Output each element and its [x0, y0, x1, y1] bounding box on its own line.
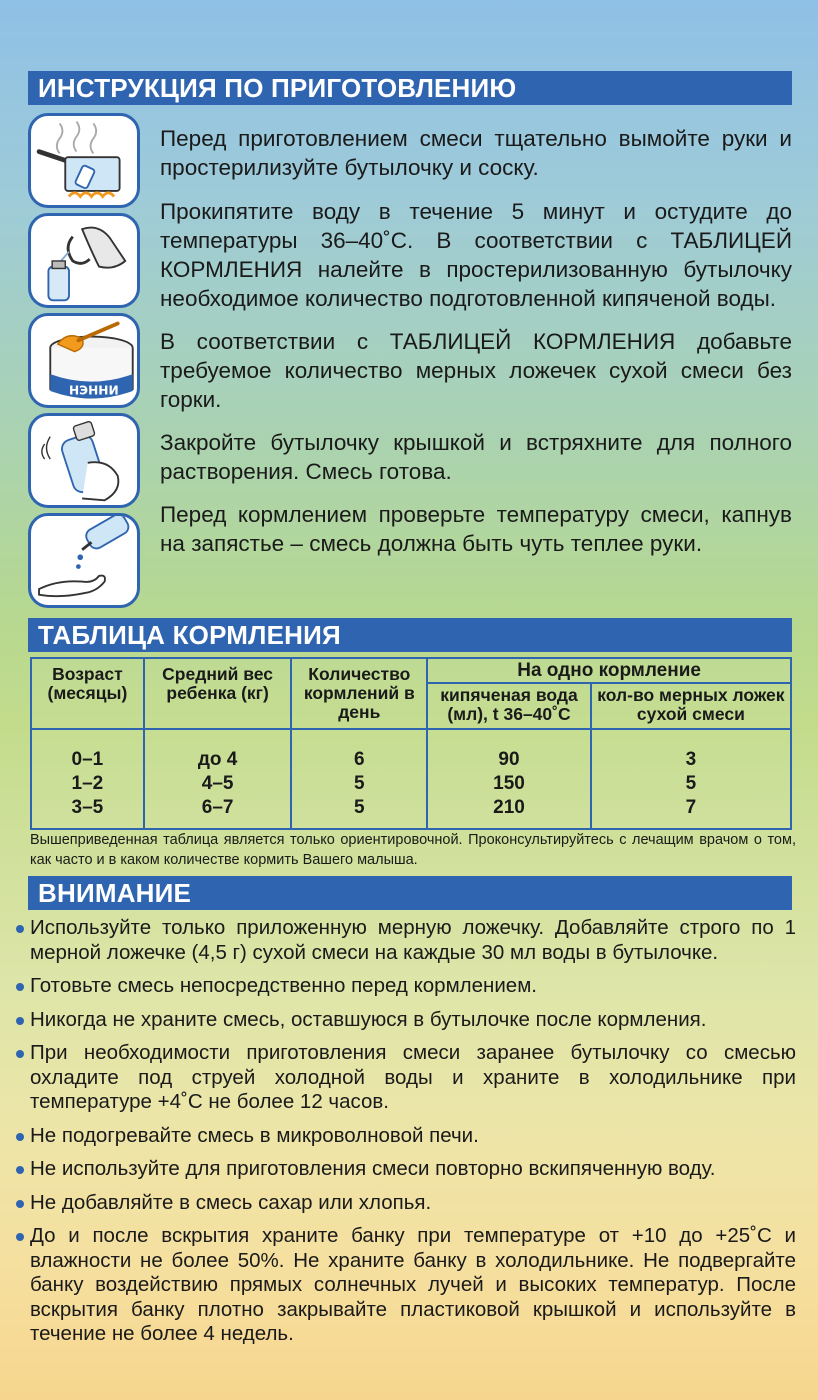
header-water: кипяченая вода (мл), t 36–40˚С — [427, 683, 591, 729]
instructions-title: ИНСТРУКЦИЯ ПО ПРИГОТОВЛЕНИЮ — [28, 71, 792, 105]
step-3: В соответствии с ТАБЛИЦЕЙ КОРМЛЕНИЯ добавьте требуемое количество мерных ложечек сухой смеси без горки. — [160, 329, 792, 412]
table-note: Вышеприведенная таблица является только ориентировочной. Проконсультируйтесь с лечащим врачом о том, как часто и в каком количестве кормить Вашего малыша. — [30, 832, 796, 868]
header-age: Возраст (месяцы) — [31, 658, 144, 729]
step-icons — [28, 113, 140, 613]
cell-scoops: 3 5 7 — [591, 729, 791, 829]
formula-can-scoop-icon — [28, 313, 140, 408]
table-row — [31, 729, 791, 829]
list-item: До и после вскрытия храните банку при температуре от +10 до +25˚С и влажности не более 50%. Не храните банку в холодильнике. Не подвергайте банку воздействию прямых солнечных лучей и высоких температур. После вскрытия банку плотно закрывайте пластиковой крышкой и используйте в течение не более 4 недель. — [16, 1224, 796, 1347]
step-4: Закройте бутылочку крышкой и встряхните для полного растворения. Смесь готова. — [160, 430, 792, 484]
list-item: Готовьте смесь непосредственно перед кормлением. — [16, 974, 796, 999]
cell-count: 6 5 5 — [291, 729, 427, 829]
step-1: Перед приготовлением смеси тщательно вымойте руки и простерилизуйте бутылочку и соску. — [160, 126, 792, 180]
wrist-test-icon — [28, 513, 140, 608]
header-scoops: кол-во мерных ложек сухой смеси — [591, 683, 791, 729]
sterilize-pot-icon — [28, 113, 140, 208]
feeding-table-title: ТАБЛИЦА КОРМЛЕНИЯ — [28, 618, 792, 652]
instruction-steps — [160, 124, 792, 558]
cell-water: 90 150 210 — [427, 729, 591, 829]
list-item: При необходимости приготовления смеси заранее бутылочку со смесью охладите под струей холодной воды и храните в холодильнике при температуре +4˚С не более 12 часов. — [16, 1041, 796, 1115]
header-count: Количество кормлений в день — [291, 658, 427, 729]
header-per-feeding: На одно кормление — [427, 658, 791, 683]
list-item: Используйте только приложенную мерную ложечку. Добавляйте строго по 1 мерной ложечке (4,5 г) сухой смеси на каждые 30 мл воды в бутылочке. — [16, 916, 796, 965]
can-brand-label: НЭННИ — [69, 383, 119, 398]
cell-weight: до 4 4–5 6–7 — [144, 729, 292, 829]
list-item: Никогда не храните смесь, оставшуюся в бутылочке после кормления. — [16, 1008, 796, 1033]
header-weight: Средний вес ребенка (кг) — [144, 658, 292, 729]
shake-bottle-icon — [28, 413, 140, 508]
feeding-table — [30, 657, 792, 830]
list-item: Не используйте для приготовления смеси повторно вскипяченную воду. — [16, 1157, 796, 1182]
step-2: Прокипятите воду в течение 5 минут и остудите до температуры 36–40˚С. В соответствии с ТАБЛИЦЕЙ КОРМЛЕНИЯ налейте в простерилизованную бутылочку необходимое количество подготовленной кипяченой воды. — [160, 199, 792, 311]
attention-list — [16, 916, 796, 1356]
step-5: Перед кормлением проверьте температуру смеси, капнув на запястье – смесь должна быть чуть теплее руки. — [160, 502, 792, 556]
cell-age: 0–1 1–2 3–5 — [31, 729, 144, 829]
attention-title: ВНИМАНИЕ — [28, 876, 792, 910]
list-item: Не добавляйте в смесь сахар или хлопья. — [16, 1191, 796, 1216]
kettle-bottle-icon — [28, 213, 140, 308]
list-item: Не подогревайте смесь в микроволновой печи. — [16, 1124, 796, 1149]
